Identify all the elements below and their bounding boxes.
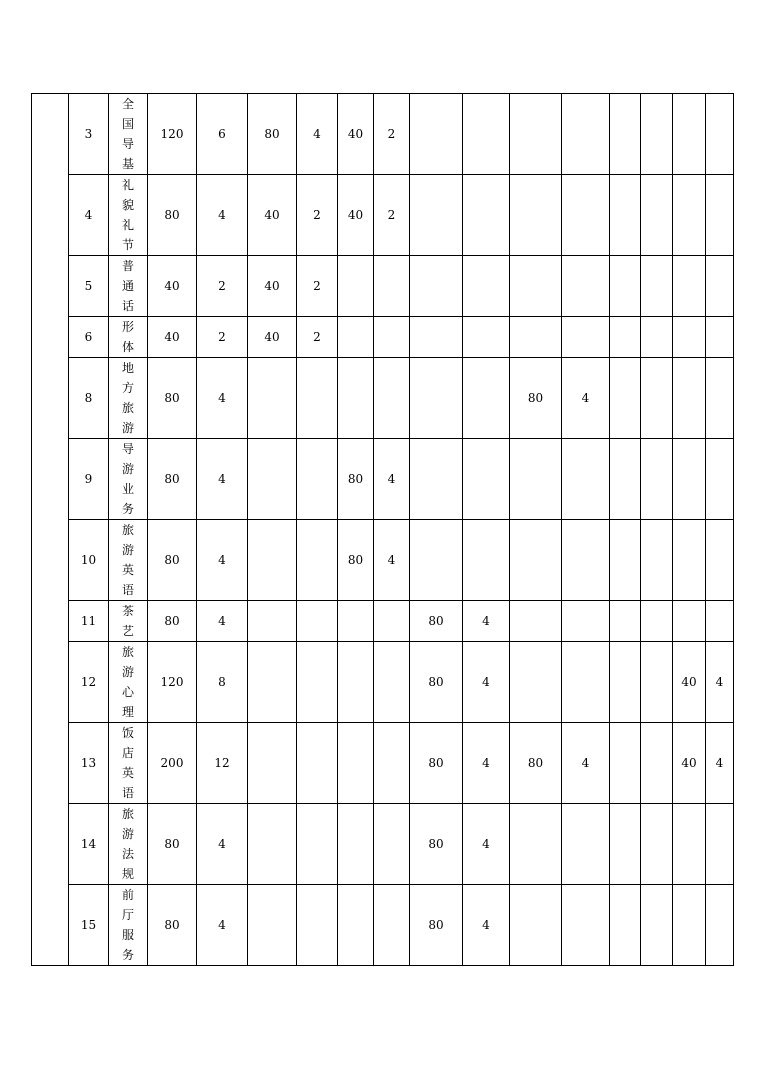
- hours-cell: 80: [148, 439, 197, 520]
- hours-cell: [297, 601, 338, 642]
- hours-cell: [248, 601, 297, 642]
- course-name-char: 体: [121, 340, 134, 354]
- hours-cell: [248, 885, 297, 966]
- course-name-cell: [109, 94, 148, 175]
- hours-cell: 80: [148, 358, 197, 439]
- course-name-char: 语: [121, 583, 134, 597]
- hours-cell: 8: [197, 642, 248, 723]
- table-row: [32, 642, 734, 723]
- hours-cell: 2: [297, 256, 338, 317]
- hours-cell: 4: [463, 723, 510, 804]
- hours-cell: 40: [148, 256, 197, 317]
- hours-cell: [610, 317, 641, 358]
- hours-cell: 40: [338, 94, 374, 175]
- hours-cell: 40: [338, 175, 374, 256]
- hours-cell: [297, 804, 338, 885]
- hours-cell: 4: [197, 439, 248, 520]
- hours-cell: 80: [410, 601, 463, 642]
- hours-cell: [673, 520, 706, 601]
- hours-cell: [510, 439, 562, 520]
- hours-cell: [463, 358, 510, 439]
- course-name-cell: [109, 885, 148, 966]
- hours-cell: [248, 642, 297, 723]
- table-row: [32, 885, 734, 966]
- course-name-char: 心: [121, 685, 134, 699]
- course-name-char: 节: [121, 238, 134, 252]
- course-name-char: 全: [121, 97, 134, 111]
- course-name-char: 英: [121, 563, 134, 577]
- hours-cell: [641, 175, 673, 256]
- hours-cell: 40: [248, 256, 297, 317]
- hours-cell: [610, 256, 641, 317]
- row-number-cell: 12: [69, 642, 109, 723]
- course-name-char: 通: [121, 279, 134, 293]
- hours-cell: 4: [197, 885, 248, 966]
- hours-cell: [338, 885, 374, 966]
- course-name-char: 法: [121, 847, 134, 861]
- course-name-char: 游: [121, 827, 134, 841]
- course-name-char: 游: [121, 665, 134, 679]
- hours-cell: [410, 175, 463, 256]
- hours-cell: [463, 317, 510, 358]
- hours-cell: [562, 520, 610, 601]
- table-row: [32, 439, 734, 520]
- hours-cell: 4: [197, 358, 248, 439]
- course-name-cell: [109, 723, 148, 804]
- hours-cell: [641, 439, 673, 520]
- course-name-char: 礼: [121, 178, 134, 192]
- hours-cell: 4: [197, 175, 248, 256]
- table-row: [32, 358, 734, 439]
- hours-cell: [410, 256, 463, 317]
- row-number-cell: 15: [69, 885, 109, 966]
- course-name-cell: [109, 317, 148, 358]
- hours-cell: [297, 439, 338, 520]
- course-name-char: 厅: [121, 908, 134, 922]
- hours-cell: [463, 520, 510, 601]
- hours-cell: 80: [410, 885, 463, 966]
- hours-cell: [338, 723, 374, 804]
- hours-cell: [248, 358, 297, 439]
- hours-cell: 2: [197, 256, 248, 317]
- table-row: [32, 256, 734, 317]
- hours-cell: [297, 520, 338, 601]
- hours-cell: [641, 520, 673, 601]
- course-name-cell: [109, 642, 148, 723]
- table-row: [32, 94, 734, 175]
- hours-cell: [673, 804, 706, 885]
- hours-cell: 80: [510, 723, 562, 804]
- hours-cell: [374, 256, 410, 317]
- hours-cell: 12: [197, 723, 248, 804]
- hours-cell: [562, 601, 610, 642]
- hours-cell: [463, 256, 510, 317]
- hours-cell: [248, 723, 297, 804]
- table-row: [32, 175, 734, 256]
- course-name-char: 旅: [121, 807, 134, 821]
- course-name-char: 方: [121, 381, 134, 395]
- course-hours-table: [31, 93, 734, 966]
- hours-cell: [562, 317, 610, 358]
- row-number-cell: 5: [69, 256, 109, 317]
- hours-cell: [510, 642, 562, 723]
- hours-cell: 80: [148, 885, 197, 966]
- hours-cell: [297, 642, 338, 723]
- hours-cell: [374, 885, 410, 966]
- hours-cell: [338, 256, 374, 317]
- hours-cell: [641, 642, 673, 723]
- hours-cell: [562, 256, 610, 317]
- course-name-char: 普: [121, 259, 134, 273]
- hours-cell: [706, 885, 734, 966]
- hours-cell: [562, 642, 610, 723]
- hours-cell: 80: [338, 439, 374, 520]
- table-row: [32, 317, 734, 358]
- course-name-char: 游: [121, 543, 134, 557]
- row-number-cell: 9: [69, 439, 109, 520]
- row-number-cell: 3: [69, 94, 109, 175]
- course-name-char: 理: [121, 705, 134, 719]
- hours-cell: 80: [410, 642, 463, 723]
- hours-cell: [641, 256, 673, 317]
- hours-cell: 4: [197, 520, 248, 601]
- hours-cell: [641, 358, 673, 439]
- table-row: [32, 601, 734, 642]
- hours-cell: 2: [197, 317, 248, 358]
- hours-cell: [374, 358, 410, 439]
- hours-cell: [562, 439, 610, 520]
- course-name-char: 务: [121, 502, 134, 516]
- hours-cell: 4: [463, 885, 510, 966]
- hours-cell: [297, 885, 338, 966]
- hours-cell: [510, 256, 562, 317]
- row-number-cell: 11: [69, 601, 109, 642]
- hours-cell: [410, 317, 463, 358]
- course-name-char: 店: [121, 746, 134, 760]
- hours-cell: 120: [148, 642, 197, 723]
- hours-cell: 4: [197, 601, 248, 642]
- hours-cell: [610, 804, 641, 885]
- hours-cell: [610, 601, 641, 642]
- course-name-char: 前: [121, 888, 134, 902]
- hours-cell: [374, 317, 410, 358]
- hours-cell: [510, 175, 562, 256]
- hours-cell: 80: [410, 723, 463, 804]
- course-name-char: 话: [121, 299, 134, 313]
- course-name-cell: [109, 358, 148, 439]
- course-name-char: 貌: [121, 198, 134, 212]
- course-name-char: 基: [121, 157, 134, 171]
- hours-cell: 4: [463, 642, 510, 723]
- course-name-char: 形: [121, 320, 134, 334]
- hours-cell: [610, 723, 641, 804]
- hours-cell: [610, 94, 641, 175]
- hours-cell: [706, 94, 734, 175]
- table-row: [32, 520, 734, 601]
- hours-cell: [338, 642, 374, 723]
- course-name-char: 艺: [121, 624, 134, 638]
- hours-cell: [510, 94, 562, 175]
- hours-cell: [562, 94, 610, 175]
- hours-cell: [706, 358, 734, 439]
- hours-cell: [706, 601, 734, 642]
- hours-cell: [673, 317, 706, 358]
- hours-cell: [374, 723, 410, 804]
- hours-cell: 40: [248, 175, 297, 256]
- hours-cell: [510, 885, 562, 966]
- course-name-cell: [109, 520, 148, 601]
- hours-cell: [673, 885, 706, 966]
- hours-cell: 80: [338, 520, 374, 601]
- row-number-cell: 4: [69, 175, 109, 256]
- hours-cell: [706, 175, 734, 256]
- course-name-char: 业: [121, 482, 134, 496]
- course-name-cell: [109, 256, 148, 317]
- hours-cell: [562, 175, 610, 256]
- hours-cell: [610, 439, 641, 520]
- hours-cell: [297, 358, 338, 439]
- hours-cell: [338, 601, 374, 642]
- hours-cell: 4: [562, 723, 610, 804]
- hours-cell: [673, 358, 706, 439]
- hours-cell: 80: [148, 601, 197, 642]
- hours-cell: [374, 804, 410, 885]
- hours-cell: [641, 94, 673, 175]
- course-name-cell: [109, 601, 148, 642]
- hours-cell: [410, 358, 463, 439]
- hours-cell: [338, 804, 374, 885]
- hours-cell: [374, 642, 410, 723]
- hours-cell: 120: [148, 94, 197, 175]
- hours-cell: [641, 885, 673, 966]
- hours-cell: 40: [248, 317, 297, 358]
- hours-cell: 4: [463, 601, 510, 642]
- course-name-char: 导: [121, 442, 134, 456]
- hours-cell: 40: [148, 317, 197, 358]
- hours-cell: 4: [706, 723, 734, 804]
- course-name-char: 礼: [121, 218, 134, 232]
- hours-cell: [410, 520, 463, 601]
- hours-cell: [673, 439, 706, 520]
- course-name-char: 旅: [121, 645, 134, 659]
- course-name-char: 饭: [121, 726, 134, 740]
- hours-cell: [463, 175, 510, 256]
- table-row: [32, 804, 734, 885]
- hours-cell: 40: [673, 723, 706, 804]
- hours-cell: [706, 520, 734, 601]
- course-name-cell: [109, 804, 148, 885]
- hours-cell: [641, 723, 673, 804]
- hours-cell: [510, 317, 562, 358]
- hours-cell: [706, 439, 734, 520]
- table-body: [32, 94, 734, 966]
- course-name-char: 务: [121, 948, 134, 962]
- course-name-char: 游: [121, 421, 134, 435]
- hours-cell: 4: [562, 358, 610, 439]
- hours-cell: 4: [706, 642, 734, 723]
- row-number-cell: 6: [69, 317, 109, 358]
- hours-cell: [374, 601, 410, 642]
- hours-cell: 2: [297, 317, 338, 358]
- hours-cell: 80: [148, 804, 197, 885]
- course-name-char: 游: [121, 462, 134, 476]
- hours-cell: [510, 601, 562, 642]
- row-number-cell: 14: [69, 804, 109, 885]
- hours-cell: 2: [374, 175, 410, 256]
- hours-cell: 40: [673, 642, 706, 723]
- hours-cell: [610, 642, 641, 723]
- hours-cell: 4: [297, 94, 338, 175]
- hours-cell: [463, 439, 510, 520]
- hours-cell: 4: [374, 520, 410, 601]
- hours-cell: 4: [374, 439, 410, 520]
- hours-cell: 4: [197, 804, 248, 885]
- hours-cell: [673, 601, 706, 642]
- hours-cell: [338, 317, 374, 358]
- row-number-cell: 10: [69, 520, 109, 601]
- hours-cell: [562, 804, 610, 885]
- hours-cell: [338, 358, 374, 439]
- hours-cell: [410, 94, 463, 175]
- hours-cell: [510, 804, 562, 885]
- hours-cell: 6: [197, 94, 248, 175]
- course-name-char: 茶: [121, 604, 134, 618]
- hours-cell: 80: [148, 520, 197, 601]
- hours-cell: [248, 439, 297, 520]
- hours-cell: [610, 358, 641, 439]
- hours-cell: [410, 439, 463, 520]
- hours-cell: [641, 804, 673, 885]
- hours-cell: 200: [148, 723, 197, 804]
- hours-cell: [510, 520, 562, 601]
- hours-cell: 80: [248, 94, 297, 175]
- hours-cell: [673, 256, 706, 317]
- table-row: [32, 723, 734, 804]
- course-name-char: 规: [121, 867, 134, 881]
- hours-cell: [673, 94, 706, 175]
- hours-cell: 2: [374, 94, 410, 175]
- hours-cell: 4: [463, 804, 510, 885]
- hours-cell: [248, 804, 297, 885]
- hours-cell: [610, 885, 641, 966]
- hours-cell: 80: [410, 804, 463, 885]
- row-number-cell: 13: [69, 723, 109, 804]
- hours-cell: [610, 520, 641, 601]
- course-name-char: 旅: [121, 523, 134, 537]
- hours-cell: [641, 317, 673, 358]
- hours-cell: [463, 94, 510, 175]
- hours-cell: [706, 804, 734, 885]
- course-name-char: 语: [121, 786, 134, 800]
- hours-cell: [673, 175, 706, 256]
- hours-cell: [706, 256, 734, 317]
- hours-cell: 80: [510, 358, 562, 439]
- course-name-char: 国: [121, 117, 134, 131]
- row-number-cell: 8: [69, 358, 109, 439]
- hours-cell: [641, 601, 673, 642]
- hours-cell: [610, 175, 641, 256]
- course-name-cell: [109, 175, 148, 256]
- course-name-char: 旅: [121, 401, 134, 415]
- merged-category-cell: [32, 94, 69, 966]
- course-name-char: 英: [121, 766, 134, 780]
- course-name-char: 地: [121, 361, 134, 375]
- hours-cell: [706, 317, 734, 358]
- hours-cell: 2: [297, 175, 338, 256]
- hours-cell: [562, 885, 610, 966]
- hours-cell: [297, 723, 338, 804]
- hours-cell: [248, 520, 297, 601]
- course-name-cell: [109, 439, 148, 520]
- hours-cell: 80: [148, 175, 197, 256]
- course-name-char: 导: [121, 137, 134, 151]
- course-name-char: 服: [121, 928, 134, 942]
